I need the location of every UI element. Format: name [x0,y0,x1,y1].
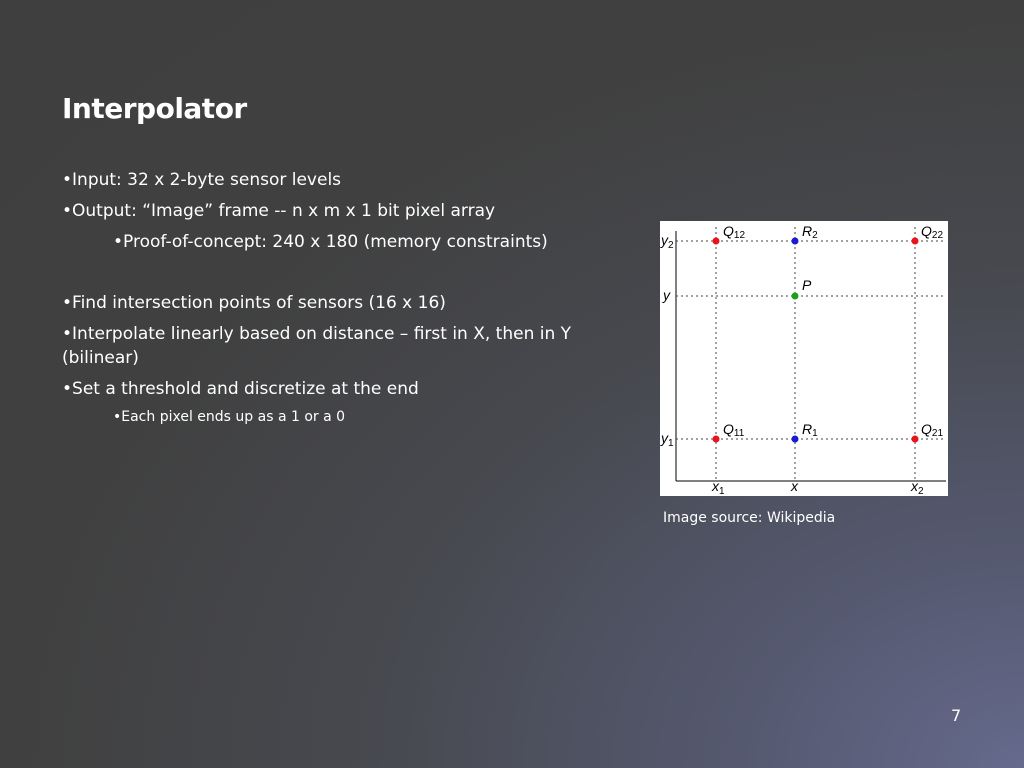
slide-title: Interpolator [62,92,247,125]
sub-bullet-proof-of-concept: •Proof-of-concept: 240 x 180 (memory constraints) [113,232,548,252]
label-r2: R2 [802,223,818,241]
point-r1 [792,436,799,443]
point-q11 [713,436,720,443]
label-x2: $x_2$ [911,478,924,496]
sub-bullet-pixel-binary: •Each pixel ends up as a 1 or a 0 [113,409,346,425]
bilinear-diagram [660,221,948,496]
image-caption: Image source: Wikipedia [663,510,836,526]
label-q22: Q22 [921,223,944,241]
point-q21 [912,436,919,443]
bullet-input: •Input: 32 x 2-byte sensor levels [62,170,342,190]
bullet-list [62,168,622,426]
point-q22 [912,238,919,245]
point-q12 [713,238,720,245]
label-y2: $y_2$ [661,232,674,251]
bullet-interpolate: •Interpolate linearly based on distance – first in X, then in Y (bilinear) [62,324,572,368]
point-p [792,293,799,300]
bullet-find-intersections: •Find intersection points of sensors (16 x 16) [62,293,446,313]
label-x: x [791,478,798,494]
bullet-gap [62,261,622,291]
bullet-output: •Output: “Image” frame -- n x m x 1 bit pixel array [62,201,496,221]
page-number: 7 [951,706,962,725]
bullet-threshold: •Set a threshold and discretize at the end [62,379,419,399]
label-x1: $x_1$ [712,478,725,496]
label-q12: Q12 [723,223,746,241]
label-y1: $y_1$ [661,430,674,449]
label-r1: R1 [802,421,818,439]
label-q11: Q11 [723,421,745,439]
label-q21: Q21 [921,421,944,439]
point-r2 [792,238,799,245]
label-y: y [663,287,670,303]
grid-lines [676,227,946,481]
label-p: P [802,277,812,293]
bilinear-interpolation-figure [660,221,948,496]
